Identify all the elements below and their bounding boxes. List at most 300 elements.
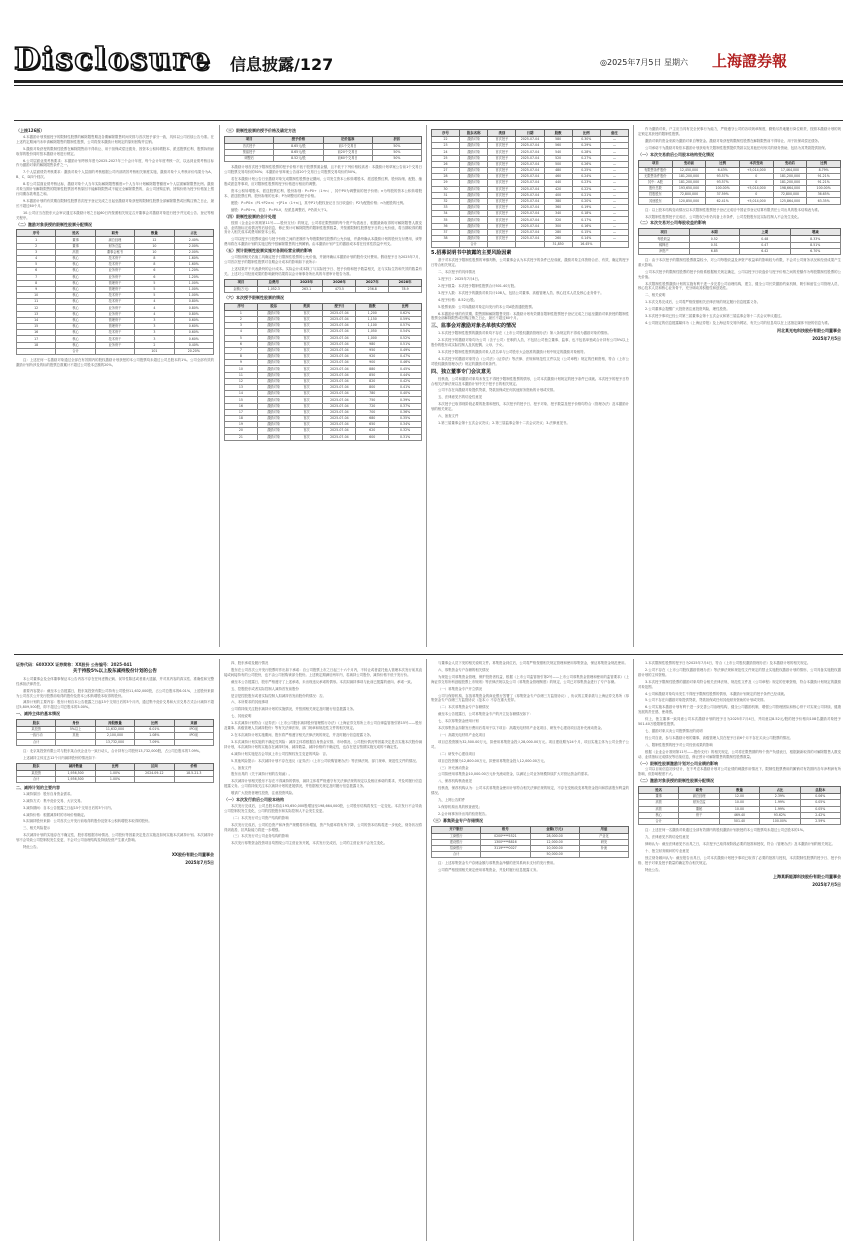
paragraph: 3.本次授予限制性股票的激励对象均符合相关法律法规、规范性文件及《公司章程》规定的任职资格，符合本激励计划规定的激励对象范围。 (638, 679, 841, 689)
paragraph: 3.本次授予限制性股票的激励对象人员名单与公司股东大会批准的激励计划中规定的激励对象相符。 (438, 349, 588, 354)
table-cell: 2025-07-04 (323, 397, 356, 403)
paragraph: 资本公积转增股本、派送股票红利、股份拆细：P=P0÷（1+n），其中P0为调整前的授予价格；n为每股的资本公积转增股本、派送股票红利、股份拆细的比率；P为调整后的授予价格。 (224, 189, 422, 198)
table-cell: 340 (544, 211, 572, 217)
table-cell: 首次 (290, 366, 323, 372)
table-cell: 2025-07-04 (516, 137, 544, 143)
table-cell: 5 (17, 262, 56, 268)
table-cell: 管理骨干 (95, 324, 134, 330)
column-divider (633, 659, 634, 1241)
paragraph: 若在本激励计划公告日至激励对象完成限制性股票登记期间，公司发生资本公积转增股本、派送股票红利、股份拆细、配股、缩股或派息等事项，应对限制性股票的授予价格进行相应的调整。 (224, 177, 422, 187)
table-cell: 0.05% (800, 800, 840, 806)
table-cell: 35 (432, 217, 460, 223)
paragraph: 公司拟使用募集资金10,000.00万元补充流动资金，以满足公司业务规模持续扩大对营运资金的需求。 (438, 772, 591, 777)
paragraph: 公司不存在向激励对象提供贷款、贷款担保或任何其他财务资助的计划或安排。 (438, 388, 557, 393)
table-cell: 6.42 (740, 248, 791, 254)
table-header-row (225, 279, 422, 286)
table-header-row (639, 229, 841, 236)
table-cell: 高管 (639, 806, 679, 812)
table-cell: 0.46% (389, 360, 422, 366)
table-cell: 激励对象 (257, 310, 290, 316)
table-cell: 首次授予 (488, 217, 516, 223)
table-cell: 0.54% (389, 329, 422, 335)
fund-account-table (431, 826, 629, 859)
paragraph: 六、备查文件 (438, 414, 459, 419)
table-cell: 激励对象 (257, 391, 290, 397)
table-cell: 2025-07-04 (516, 167, 544, 173)
paragraph: （二）研发中心建设项目 (438, 751, 476, 756)
paragraph: 1.保荐机构出具的核查意见； (438, 804, 482, 809)
table-cell: 10.00 (719, 800, 759, 806)
table-cell: 首次 (290, 329, 323, 335)
paragraph: 截至本公告披露日，股东严格遵守了上述承诺，未出现违反承诺的情形。本次拟减持事项与此前已披露的意向、承诺一致。 (231, 679, 415, 684)
paragraph: 4.减持价格：根据减持时的市场价格确定。 (23, 812, 88, 817)
column-header: 比例 (572, 130, 600, 137)
column-header: 项目 (639, 229, 690, 236)
table-cell: 3 (135, 324, 174, 330)
table-cell: 激励对象 (460, 211, 488, 217)
column-header: 持股数量 (95, 720, 134, 727)
table-row (639, 818, 841, 824)
table-cell: 2025-07-04 (516, 174, 544, 180)
table-cell: 0.80% (174, 311, 213, 317)
table-cell: 首次授予 (488, 149, 516, 155)
column-header: 比例 (807, 160, 841, 167)
table-cell: 合计 (17, 739, 56, 745)
subheading: （一）限制性股票激励计划对公司业绩的影响 (638, 760, 718, 766)
table-cell: 0.60% (174, 324, 213, 330)
table-cell: 50% (372, 143, 421, 149)
paragraph: （三）补充流动资金 (438, 765, 469, 770)
company-signature: 河北某光电科技股份有限公司董事会 (777, 327, 841, 333)
column-header: 职务 (679, 787, 719, 794)
bottom-col-4 (638, 661, 841, 1241)
table-cell: 核心 (56, 342, 95, 348)
paragraphs (224, 255, 422, 277)
table-row (17, 739, 214, 745)
table-cell: 34 (432, 211, 460, 217)
table-cell: 1.08% (135, 733, 174, 739)
table-cell: 激励对象 (460, 192, 488, 198)
table-cell: 激励对象 (460, 161, 488, 167)
paragraph: 本次发行完成后，公司的总资产和净资产规模将有所增加，资产负债率将有所下降，公司的资本结构将进一步优化，财务状况将得到改善，抗风险能力将进一步增强。 (224, 822, 422, 832)
table-cell: 业务骨干 (95, 274, 134, 280)
column-divider (426, 659, 427, 1241)
table-cell: 激励对象 (257, 360, 290, 366)
paragraph: 六、本所要求的其他事项 (231, 700, 269, 705)
paragraphs (638, 661, 841, 760)
paragraph: 1.本次限制性股票的授予日为2025年7月4日，符合《上市公司股权激励管理办法》及本激励计划的相关规定。 (645, 661, 811, 665)
column-header: 上期 (740, 229, 791, 236)
paragraph: 10.公司应当在股东大会审议通过本激励计划之日起60日内按照相关规定召开董事会对激励对象进行授予并完成公告、登记等相关程序。 (16, 210, 214, 220)
table-cell: 0.05% (800, 806, 840, 812)
column-header: 总股本 (800, 787, 840, 794)
table-cell: 2025-07-04 (516, 155, 544, 161)
table-cell: 300 (544, 223, 572, 229)
table-cell: 8 (225, 354, 258, 360)
paragraph: 注：由于本次授予的限制性股票数量较小，对公司每股收益及净资产收益率的影响较为有限，不会对公司财务状况和经营成果产生重大影响。 (638, 257, 841, 267)
table-cell: 14 (225, 391, 258, 397)
table-cell: — (600, 229, 628, 235)
table-title: （三）募集资金专户存储情况 (431, 817, 483, 823)
table-cell: 2.39% (760, 794, 800, 800)
table-cell: 激励对象 (460, 223, 488, 229)
table-cell: — (600, 174, 628, 180)
table-cell: 财务总监 (679, 800, 719, 806)
paragraph: 股东在公司首次公开发行股票时作出如下承诺：自公司股票上市之日起三十六个月内，不转让或者委托他人管理本次发行前其直接或间接持有的公司股份，也不由公司回购该部分股份。上述锁定期满后两年内，若减持公司股份，减持价格不低于发行价。 (224, 667, 422, 677)
table-cell: 激励对象 (257, 378, 290, 384)
table-cell: 11,632,000 (95, 727, 134, 733)
paragraphs (16, 749, 214, 761)
table-cell: 9 (225, 360, 258, 366)
column-header: 序号 (17, 230, 56, 237)
column-header: 2027年 (356, 279, 389, 286)
table-cell: 620 (356, 428, 389, 434)
table-cell: 13,732,000 (95, 739, 134, 745)
table-cell: 501.40 (719, 818, 759, 824)
table-cell: 2 (225, 316, 258, 322)
table-cell: 0.23% (572, 180, 600, 186)
column-header: 折扣 (372, 136, 421, 143)
paragraph: 四、股东承诺及履行情况 (231, 661, 269, 665)
table-cell: 2025-07-04 (516, 180, 544, 186)
table-cell: 首次授予 (488, 167, 516, 173)
table-cell: 技术骨干 (95, 299, 134, 305)
table-cell: 1.99% (760, 800, 800, 806)
column-header: 备注 (600, 130, 628, 137)
table-cell: 2025-07-04 (323, 347, 356, 353)
reduction-history-table (16, 763, 214, 783)
table-cell: 激励对象 (257, 428, 290, 434)
table-cell: 980 (356, 341, 389, 347)
paragraph: 2.会计师事务所出具的验资报告。 (438, 811, 489, 816)
page-header (0, 0, 857, 90)
paragraph: 缩股：P=P0÷n，派息：P=P0-V，经派息调整后，P仍须大于1。 (231, 207, 330, 212)
table-cell: 580 (544, 137, 572, 143)
table-cell: 首次 (290, 409, 323, 415)
paragraph: 独立财务顾问认为：截至报告出具日，公司本次激励计划授予事项已取得了必要的批准与授权，本次限制性股票的授予日、授予价格、授予对象及授予数量的确定符合相关规定。 (638, 855, 841, 865)
table-cell: 198,664,000 (773, 186, 807, 192)
table-cell: 激励对象 (257, 366, 290, 372)
paragraph: 公司按照相关估值工具确定授予日限制性股票的公允价值，并最终确认本激励计划的股份支付费用。假设授予日为2025年7月，公司首次授予的限制性股票对各期会计成本的影响如下表所示： (224, 255, 422, 264)
paragraph: 2.在本次减持计划实施期间，股东将严格遵守相关法律法规的规定，并及时履行信息披露义务。 (231, 732, 374, 737)
table-cell: 激励对象 (460, 155, 488, 161)
heading: 5.招募说明书中披露的主要风险因素 (431, 250, 512, 257)
table-cell: 2.00% (174, 243, 213, 249)
table-cell: 20 (225, 428, 258, 434)
table-cell: 4 (135, 299, 174, 305)
table-cell: 22 (432, 137, 460, 143)
table-cell: 管理骨干 (95, 317, 134, 323)
table-cell: 首次授予 (488, 186, 516, 192)
table-cell: 17,464,000 (773, 167, 807, 173)
table-cell: 2025-07-04 (516, 217, 544, 223)
table-cell: 62.41% (706, 198, 740, 204)
table-cell: 预留授予 (225, 150, 274, 156)
column-header: 来源 (174, 720, 213, 727)
paragraph: （三）本次发行对公司业务结构的影响 (231, 834, 289, 839)
paragraph: 截至本公告披露日，公司募集资金专户的开立及存储情况如下： (438, 712, 533, 717)
table-cell: 首次 (290, 397, 323, 403)
table-cell: 核心 (639, 812, 679, 818)
table-note: 注：上述任何一名激励对象通过全部在有效期内的股权激励计划获授的本公司股票均未超过公司总股本的1%。公司全部有效的激励计划所涉及的标的股票总数累计不超过公司股本总额的20%。 (16, 357, 214, 367)
column-header: 姓名 (56, 230, 95, 237)
table-cell: 0 (739, 173, 773, 179)
table-cell: 董事 (56, 243, 95, 249)
table-cell: 780 (356, 391, 389, 397)
table-cell: 120,850,000 (672, 198, 706, 204)
table-cell: 0.27% (572, 155, 600, 161)
table-cell: 核心 (56, 268, 95, 274)
table-cell: 193,650,000 (672, 186, 706, 192)
table-cell: 263.1 (290, 286, 323, 292)
table-cell: 29 (432, 180, 460, 186)
table-cell: 首次授予 (488, 137, 516, 143)
paragraphs (431, 377, 629, 426)
table-cell: 激励对象 (257, 372, 290, 378)
table-cell: 0.22% (572, 186, 600, 192)
table-cell: 0.57% (389, 323, 422, 329)
table-title: （二）激励对象获授的限制性股票分配情况 (16, 221, 92, 227)
paragraph: 6.公司实施本激励计划有利于进一步完善公司治理结构，健全公司激励机制，增强公司管理团队和核心骨干对实现公司持续、健康发展的责任感、使命感。 (638, 705, 841, 715)
table-cell: 董秘 (679, 806, 719, 812)
table-cell: 93.62% (760, 812, 800, 818)
table-cell: 13 (225, 385, 258, 391)
table-cell (135, 776, 174, 782)
table-cell: 1,936,500 (56, 770, 95, 776)
table-cell: +5,014,000 (739, 167, 773, 173)
table-header-row (17, 720, 214, 727)
table-cell: 36 (432, 223, 460, 229)
table-cell: 2.59% (800, 818, 840, 824)
paragraph: 1.第三届董事会第十五次会议决议；2.第三届监事会第十二次会议决议；3.法律意见书。 (438, 420, 570, 425)
table-cell: 激励对象 (460, 137, 488, 143)
table-cell: 4 (135, 305, 174, 311)
table-cell (516, 242, 544, 248)
column-header: 变动前 (672, 160, 706, 167)
table-cell: 稀释后 (639, 242, 690, 248)
column-header: 2025年 (290, 279, 323, 286)
table-cell: 核心 (56, 262, 95, 268)
paragraph: （一）高端光电材料产业化项目 (438, 732, 486, 737)
table-cell: 激励对象 (460, 236, 488, 242)
table-cell: 18.5-21.3 (174, 770, 213, 776)
table-cell: 管理骨干 (95, 280, 134, 286)
table-cell: 1.00% (95, 770, 134, 776)
table-cell: 1,936,500 (56, 776, 95, 782)
table-cell: 125,864,000 (773, 198, 807, 204)
table-cell: 合计 (432, 852, 481, 858)
table-cell: — (600, 137, 628, 143)
page-title: 信息披露/127 (230, 55, 334, 74)
paragraph: 6.公司层面业绩考核要求：本激励计划考核年度为2025-2027年三个会计年度，每个会计年度考核一次，以达到业绩考核目标作为激励对象的解除限售条件之一。 (16, 158, 214, 168)
table-cell: 920 (356, 354, 389, 360)
column-header: 授予价格 (274, 136, 323, 143)
table-cell: 2025-07-04 (323, 372, 356, 378)
signature-date: 2025年7月5日 (812, 335, 841, 341)
paragraph: 重要内容提示：截至本公告披露日，股东某投资有限公司持有公司股份11,632,000股，占公司总股本的6.01%，上述股份来源为公司首次公开发行股票前取得的股份及资本公积转增股本取得的股份。 (16, 688, 214, 698)
top-section (14, 120, 843, 651)
table-cell: 0200****5521 (481, 833, 530, 839)
table-cell: 首次 (290, 428, 323, 434)
table-cell: 2025-07-04 (516, 236, 544, 242)
paragraph: 6.本激励计划的有效期、限售期和解除限售安排：本激励计划有效期自限制性股票授予登记完成之日起至激励对象获授的限制性股票全部解除限售或回购注销之日止，最长不超过60个月。 (431, 311, 629, 321)
column-header: 项目 (639, 160, 673, 167)
table-cell: 首次 (290, 341, 323, 347)
table-cell: 1.60% (174, 262, 213, 268)
paragraph: 综上，独立董事一致同意公司本次激励计划的授予日为2025年7月4日，并同意以8.52元/股的授予价格向108名激励对象授予501.40万股限制性股票。 (638, 717, 841, 727)
table-cell: 37.59% (706, 192, 740, 198)
column-header: 类别 (488, 130, 516, 137)
table-cell: 核心 (56, 286, 95, 292)
table-cell: 236.8 (356, 286, 389, 292)
table-row (432, 242, 629, 248)
table-cell: 建设银行 (432, 839, 481, 845)
table-cell: 700 (356, 409, 389, 415)
paragraph: 本次限制性股票授予完成后，公司股权分布仍具备上市条件，公司控股股东及实际控制人不会发生变化。 (645, 214, 801, 219)
table-cell: 1.00% (174, 280, 213, 286)
table-cell: 1 (17, 237, 56, 243)
table-cell: 激励对象 (257, 422, 290, 428)
table-cell (488, 242, 516, 248)
paragraph: 2.减持方式：集中竞价交易、大宗交易。 (23, 798, 84, 803)
table-cell: 63.35% (807, 198, 841, 204)
table-cell: 激励对象 (257, 434, 290, 440)
table-cell: 激励对象 (460, 186, 488, 192)
table-cell: 首次授予 (225, 143, 274, 149)
table-cell: 6.01% (135, 727, 174, 733)
table-cell: 首次 (290, 372, 323, 378)
table-cell: 首次授予 (488, 161, 516, 167)
table-cell: 0.45% (389, 366, 422, 372)
column-header: 身份 (56, 720, 95, 727)
paragraph: 经核查，公司和激励对象均未发生不得授予限制性股票的情形，公司本次激励计划规定的授予条件已成就。本次授予的授予日符合相关法律法规以及本激励计划中关于授予日的相关规定。 (431, 376, 629, 386)
table-cell: 12,000.00 (530, 839, 579, 845)
table-cell: 0.60% (174, 330, 213, 336)
table-cell: 首次 (290, 347, 323, 353)
table-cell: 其他 (56, 733, 95, 739)
table-cell: 一致行动 (17, 733, 56, 739)
table-cell: 3 (225, 323, 258, 329)
column-header: 比例 (706, 160, 740, 167)
table-cell: 18 (225, 415, 258, 421)
table-cell: 2025-07-04 (516, 186, 544, 192)
table-cell: — (600, 149, 628, 155)
table-cell: 2025-07-04 (323, 434, 356, 440)
table-cell: 2.00% (174, 249, 213, 255)
table-cell: 激励对象 (257, 329, 290, 335)
paragraph: 配股：P=P0×（P1+P2×n）÷[P1×（1+n）]，其中P1为股权登记日当日收盘价；P2为配股价格；n为配股的比例。 (231, 200, 407, 205)
table-cell: 50,000.00 (530, 852, 579, 858)
table-cell: 2025-07-04 (516, 143, 544, 149)
table-cell: 0.29% (572, 143, 600, 149)
table-cell: 技术骨干 (95, 262, 134, 268)
paragraph: 4.公司指定的信息披露媒体为《上海证券报》及上海证券交易所网站，有关公司的信息均以在上述指定媒体刊登的信息为准。 (645, 321, 832, 325)
table-cell: 2 (135, 342, 174, 348)
paragraphs (638, 828, 841, 872)
table-cell: 技术骨干 (95, 330, 134, 336)
top-col-2 (224, 127, 422, 647)
table-cell: 激励对象 (460, 198, 488, 204)
table-cell: 91.21% (807, 179, 841, 185)
table-cell: 0.51 (689, 242, 740, 248)
table-cell: — (600, 167, 628, 173)
table-cell: 激励对象 (460, 205, 488, 211)
subheading: （五）预计限制性股票实施对各期经营业绩的影响 (224, 248, 312, 254)
column-header: 序号 (225, 303, 258, 310)
table-title: （二）本次交易对公司每股收益的影响 (638, 220, 706, 226)
paragraph: 三、相关风险提示 (23, 826, 51, 831)
paragraphs (224, 165, 422, 212)
table-cell: 首次 (290, 323, 323, 329)
table-cell: 首次授予 (488, 223, 516, 229)
table-cell: 管理骨干 (95, 286, 134, 292)
paragraph: 本次减持计划相关股东不存在不得减持的情形，减持主体将严格遵守有关法律法规的规定以及相应承诺的要求，并及时履行信息披露义务。公司将持续关注本次减持计划的进展情况，并依据相关规定及时履行信息披露义务。 (224, 779, 422, 789)
table-cell: 2025-07-04 (323, 403, 356, 409)
table-cell: 激励对象 (257, 409, 290, 415)
table-cell: 8 (135, 255, 174, 261)
paragraph: 项目总投资额为32,500.00万元，拟使用募集资金投入28,000.00万元。项目建设期为24个月，项目实施主体为公司全资子公司。 (431, 739, 629, 749)
table-cell: 5%以上 (56, 727, 95, 733)
table-cell: 2025-07-04 (323, 428, 356, 434)
table-cell: 研发 (579, 839, 628, 845)
table-cell: 某投资 (17, 770, 56, 776)
table-cell: 2025-07-04 (323, 323, 356, 329)
table-cell: 0.59% (389, 316, 422, 322)
table-cell: 7.09% (135, 739, 174, 745)
share-structure-table (638, 160, 841, 205)
table-cell: 0.80% (174, 299, 213, 305)
table-cell: 1.60% (174, 255, 213, 261)
table-cell: 首次授予 (488, 236, 516, 242)
table-cell: 6 (17, 268, 56, 274)
table-cell: — (600, 192, 628, 198)
column-header: 数量 (719, 787, 759, 794)
table-cell: 100.00% (807, 186, 841, 192)
paragraph: 作为激励对象，户主应当具有完全民事行为能力，严格遵守公司的各项规章制度，勤勉尽责地履行岗位职责，按照本激励计划的规定锁定其获授的限制性股票。 (638, 127, 841, 136)
table-cell: 24 (432, 149, 460, 155)
table-cell: — (600, 186, 628, 192)
table-cell: 25 (432, 155, 460, 161)
column-divider (219, 659, 220, 1241)
table-cell: 首次 (290, 378, 323, 384)
table-cell: 5 (135, 293, 174, 299)
table-cell: 28 (432, 174, 460, 180)
table-cell: 460 (544, 174, 572, 180)
column-header: 定价基准 (323, 136, 372, 143)
column-header: 开户银行 (432, 826, 481, 833)
table-cell: 2025-07-04 (516, 205, 544, 211)
column-header: 占比 (174, 230, 213, 237)
signature-date: 2025年7月5日 (812, 882, 841, 888)
table-cell: 核心 (56, 299, 95, 305)
table-cell: 业务骨干 (95, 268, 134, 274)
table-cell: 100.00% (706, 186, 740, 192)
table-cell: 0.31% (389, 434, 422, 440)
column-header: 比例 (135, 720, 174, 727)
table-cell: 首次授予 (488, 198, 516, 204)
table-cell: 12 (225, 378, 258, 384)
table-cell: 2024.09-12 (135, 770, 174, 776)
table-cell: 某投资 (17, 727, 56, 733)
column-header: 变动后 (773, 160, 807, 167)
table-cell: 1,150 (356, 316, 389, 322)
paragraph: 5.公司不存在向激励对象提供贷款、贷款担保或任何其他财务资助的计划或安排。 (645, 698, 767, 703)
paragraph: 五、法律意见书的结论性意见 (438, 395, 483, 400)
table-row (17, 776, 214, 782)
table-cell: 调整后 (225, 156, 274, 162)
table-cell: 激励对象 (257, 323, 290, 329)
paragraph: 公司将持续关注股东减持计划的实施情况，并按照相关规定及时履行信息披露义务。 (231, 707, 357, 712)
